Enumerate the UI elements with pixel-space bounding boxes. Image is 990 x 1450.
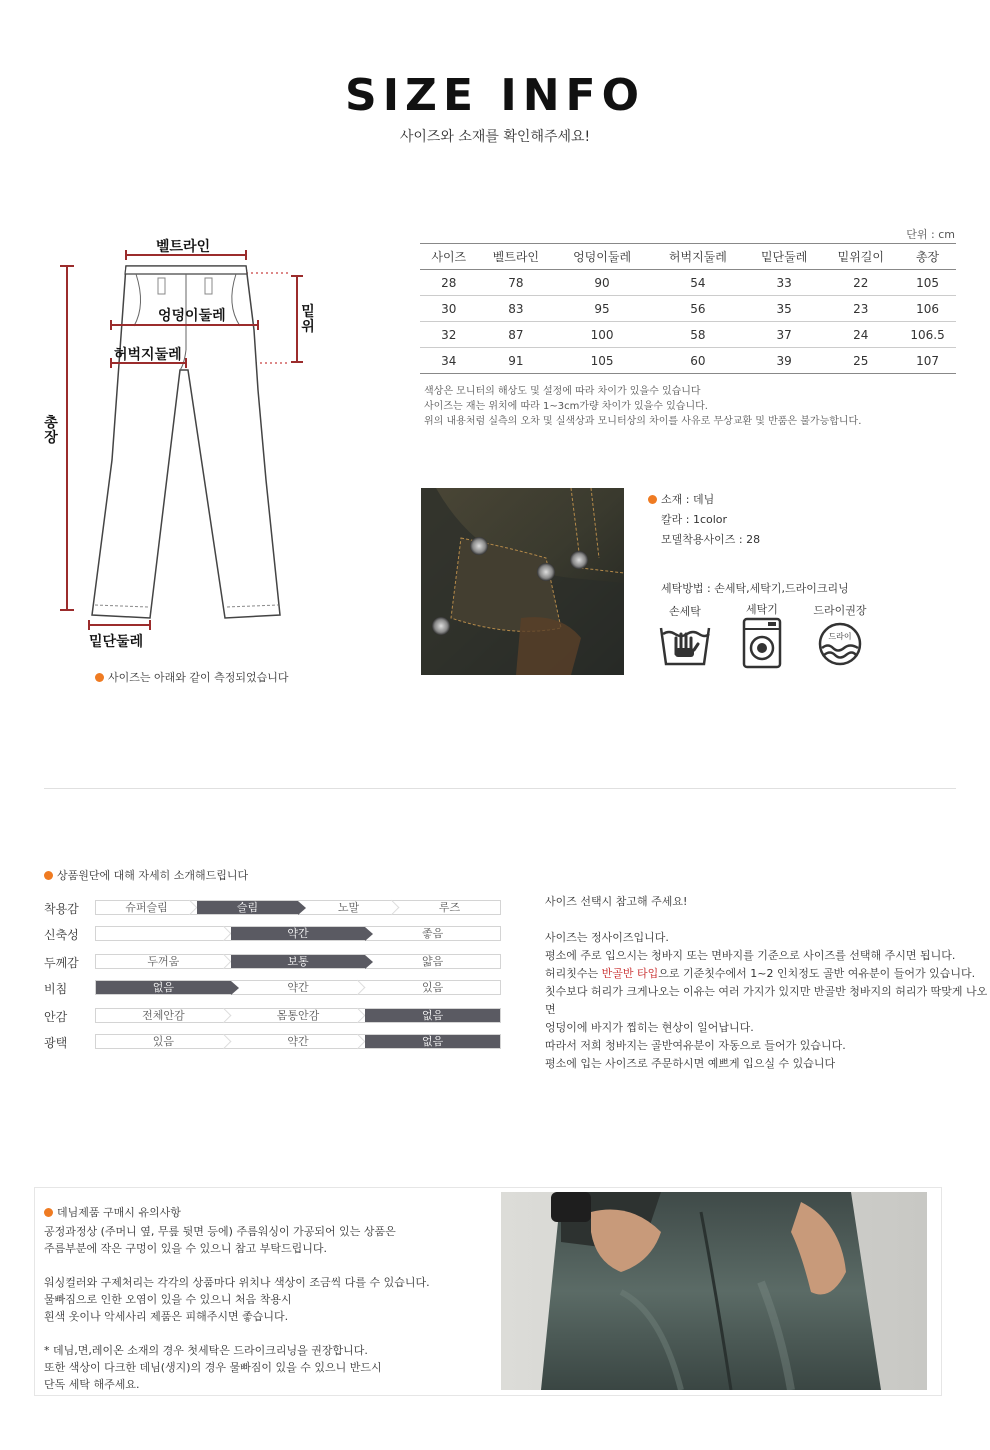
table-cell: 105 bbox=[899, 270, 956, 296]
table-header: 엉덩이둘레 bbox=[554, 244, 650, 270]
caution-line: 물빠짐으로 인한 오염이 있을 수 있으니 처음 착용시 bbox=[44, 1293, 292, 1306]
diagram-caption: 사이즈는 아래와 같이 측정되었습니다 bbox=[95, 669, 289, 685]
feature-option-selected: 보통 bbox=[231, 955, 366, 968]
table-cell: 58 bbox=[650, 322, 746, 348]
table-cell: 105 bbox=[554, 348, 650, 374]
table-header: 총장 bbox=[899, 244, 956, 270]
note-line: 사이즈는 재는 위치에 따라 1~3cm가량 차이가 있을수 있습니다. bbox=[424, 401, 708, 412]
feature-label-thickness: 두께감 bbox=[44, 956, 79, 970]
caution-text bbox=[44, 1204, 430, 1393]
table-header: 밑단둘레 bbox=[746, 244, 823, 270]
table-row bbox=[420, 322, 956, 348]
feature-option: 있음 bbox=[96, 1035, 231, 1048]
table-cell: 91 bbox=[478, 348, 555, 374]
highlight-text: 반골반 타입 bbox=[601, 967, 659, 980]
table-cell: 107 bbox=[899, 348, 956, 374]
table-header: 벨트라인 bbox=[478, 244, 555, 270]
wash-method: 세탁방법 : 손세탁,세탁기,드라이크리닝 bbox=[661, 582, 849, 595]
feature-option: 약간 bbox=[231, 1035, 366, 1048]
page-title: SIZE INFO bbox=[345, 70, 645, 121]
caution-line: 주름부분에 작은 구멍이 있을 수 있으니 참고 부탁드립니다. bbox=[44, 1242, 327, 1255]
table-cell: 90 bbox=[554, 270, 650, 296]
feature-option: 루즈 bbox=[438, 901, 461, 914]
feature-option-selected: 없음 bbox=[365, 1009, 500, 1022]
table-cell: 24 bbox=[822, 322, 899, 348]
table-cell: 78 bbox=[478, 270, 555, 296]
size-guide-line: 평소에 입는 사이즈로 주문하시면 예쁘게 입으실 수 있습니다 bbox=[545, 1057, 836, 1070]
table-cell: 83 bbox=[478, 296, 555, 322]
material-color: 칼라 : 1color bbox=[661, 513, 728, 526]
unit-label: 단위 : cm bbox=[906, 228, 955, 241]
feature-option: 있음 bbox=[422, 981, 444, 994]
table-cell: 23 bbox=[822, 296, 899, 322]
table-cell: 54 bbox=[650, 270, 746, 296]
feature-option bbox=[96, 927, 231, 940]
washing-machine-icon bbox=[742, 617, 782, 669]
material-model-size: 모델착용사이즈 : 28 bbox=[661, 533, 761, 546]
table-cell: 87 bbox=[478, 322, 555, 348]
feature-option-selected: 슬림 bbox=[197, 901, 298, 914]
feature-bar-stretch bbox=[95, 926, 501, 941]
feature-option-selected: 없음 bbox=[96, 981, 231, 994]
feature-bar-sheer bbox=[95, 980, 501, 995]
table-cell: 100 bbox=[554, 322, 650, 348]
table-cell: 22 bbox=[822, 270, 899, 296]
feature-label-gloss: 광택 bbox=[44, 1036, 68, 1050]
caution-line: 단독 세탁 해주세요. bbox=[44, 1378, 140, 1391]
size-guide-line: 따라서 저희 청바지는 골반여유분이 자동으로 들어가 있습니다. bbox=[545, 1039, 846, 1052]
feature-option: 전체안감 bbox=[96, 1009, 231, 1022]
caution-line: 공정과정상 (주머니 옆, 무릎 뒷면 등에) 주름워싱이 가공되어 있는 상품은 bbox=[44, 1225, 396, 1238]
size-guide-line: 칫수보다 허리가 크게나오는 이유는 여러 가지가 있지만 반골반 청바지의 허리가 딱맞게 나오면 bbox=[545, 985, 988, 1016]
table-header: 사이즈 bbox=[420, 244, 478, 270]
denim-pocket-photo bbox=[421, 488, 624, 675]
table-header-row bbox=[420, 244, 956, 270]
table-row bbox=[420, 296, 956, 322]
bullet-dot-icon bbox=[95, 673, 104, 682]
table-cell: 39 bbox=[746, 348, 823, 374]
feature-bar-lining bbox=[95, 1008, 501, 1023]
feature-label-lining: 안감 bbox=[44, 1010, 68, 1024]
feature-option: 슈퍼슬림 bbox=[96, 901, 197, 914]
feature-bar-fit bbox=[95, 900, 501, 915]
model-jeans-image bbox=[501, 1192, 927, 1390]
page-subtitle: 사이즈와 소재를 확인해주세요! bbox=[399, 129, 591, 145]
feature-label-fit: 착용감 bbox=[44, 902, 79, 916]
table-cell: 56 bbox=[650, 296, 746, 322]
feature-option: 좋음 bbox=[422, 927, 444, 940]
length-label: 총장 bbox=[44, 415, 58, 446]
table-cell: 30 bbox=[420, 296, 478, 322]
size-notes bbox=[424, 384, 861, 429]
caution-line: * 데님,면,레이온 소재의 경우 첫세탁은 드라이크리닝을 권장합니다. bbox=[44, 1344, 368, 1357]
bullet-dot-icon bbox=[44, 871, 53, 880]
care-label-machine: 세탁기 bbox=[746, 603, 778, 616]
feature-option: 약간 bbox=[231, 981, 366, 994]
table-cell: 60 bbox=[650, 348, 746, 374]
feature-bar-thickness bbox=[95, 954, 501, 969]
table-row bbox=[420, 348, 956, 374]
table-cell: 25 bbox=[822, 348, 899, 374]
table-header: 허벅지둘레 bbox=[650, 244, 746, 270]
size-guide-line: 엉덩이에 바지가 찝히는 현상이 일어납니다. bbox=[545, 1021, 754, 1034]
belt-line-label: 벨트라인 bbox=[156, 239, 211, 255]
note-line: 색상은 모니터의 해상도 및 설정에 따라 차이가 있을수 있습니다 bbox=[424, 386, 701, 397]
caution-line: 또한 색상이 다크한 데님(생지)의 경우 물빠짐이 있을 수 있으니 반드시 bbox=[44, 1361, 382, 1374]
feature-option: 두꺼움 bbox=[96, 955, 231, 968]
table-cell: 34 bbox=[420, 348, 478, 374]
caution-line: 워싱컬러와 구제처리는 각각의 상품마다 위치나 색상이 조금씩 다를 수 있습니다. bbox=[44, 1276, 430, 1289]
care-label-hand-wash: 손세탁 bbox=[669, 605, 701, 618]
care-label-dry: 드라이권장 bbox=[813, 604, 867, 617]
table-cell: 32 bbox=[420, 322, 478, 348]
dry-clean-icon bbox=[818, 622, 862, 666]
bullet-dot-icon bbox=[648, 495, 657, 504]
size-guide bbox=[545, 893, 990, 1073]
size-guide-title: 사이즈 선택시 참고해 주세요! bbox=[545, 895, 688, 908]
size-guide-line: 평소에 주로 입으시는 청바지 또는 면바지를 기준으로 사이즈를 선택해 주시면 됩니다. bbox=[545, 949, 956, 962]
table-row bbox=[420, 270, 956, 296]
feature-label-sheer: 비침 bbox=[44, 982, 68, 996]
table-header: 밑위길이 bbox=[822, 244, 899, 270]
rise-label: 밑위 bbox=[301, 304, 315, 335]
hip-label: 엉덩이둘레 bbox=[158, 308, 226, 324]
table-cell: 33 bbox=[746, 270, 823, 296]
size-guide-line: 허리칫수는 반골반 타입으로 기준칫수에서 1~2 인치정도 골반 여유분이 들어가 있습니다. bbox=[545, 967, 976, 980]
bullet-dot-icon bbox=[44, 1208, 53, 1217]
feature-label-stretch: 신축성 bbox=[44, 928, 79, 942]
section-divider bbox=[44, 788, 956, 789]
thigh-label: 허벅지둘레 bbox=[114, 347, 182, 363]
caution-heading: 데님제품 구매시 유의사항 bbox=[44, 1204, 430, 1221]
material-fabric: 소재 : 데님 bbox=[648, 491, 714, 507]
model-jeans-photo bbox=[501, 1192, 927, 1390]
pants-diagram bbox=[40, 230, 340, 650]
table-cell: 37 bbox=[746, 322, 823, 348]
table-cell: 106 bbox=[899, 296, 956, 322]
table-cell: 28 bbox=[420, 270, 478, 296]
table-cell: 35 bbox=[746, 296, 823, 322]
feature-option-selected: 없음 bbox=[365, 1035, 500, 1048]
table-cell: 95 bbox=[554, 296, 650, 322]
features-heading: 상품원단에 대해 자세히 소개해드립니다 bbox=[44, 867, 248, 883]
size-guide-line: 사이즈는 정사이즈입니다. bbox=[545, 931, 669, 944]
table-cell: 106.5 bbox=[899, 322, 956, 348]
feature-bar-gloss bbox=[95, 1034, 501, 1049]
dry-clean-icon-text: 드라이 bbox=[828, 632, 852, 641]
feature-option: 얇음 bbox=[422, 955, 444, 968]
denim-pocket-image bbox=[421, 488, 624, 675]
feature-option: 몸통안감 bbox=[231, 1009, 366, 1022]
feature-option-selected: 약간 bbox=[231, 927, 366, 940]
size-table bbox=[420, 243, 956, 374]
hem-label: 밑단둘레 bbox=[89, 634, 144, 650]
feature-option: 노말 bbox=[298, 901, 399, 914]
caution-line: 흰색 옷이나 악세사리 제품은 피해주시면 좋습니다. bbox=[44, 1310, 289, 1323]
note-line: 위의 내용처럼 실측의 오차 및 실색상과 모니터상의 차이를 사유로 무상교환 및 반품은 불가능합니다. bbox=[424, 416, 862, 427]
hand-wash-icon bbox=[658, 620, 712, 668]
